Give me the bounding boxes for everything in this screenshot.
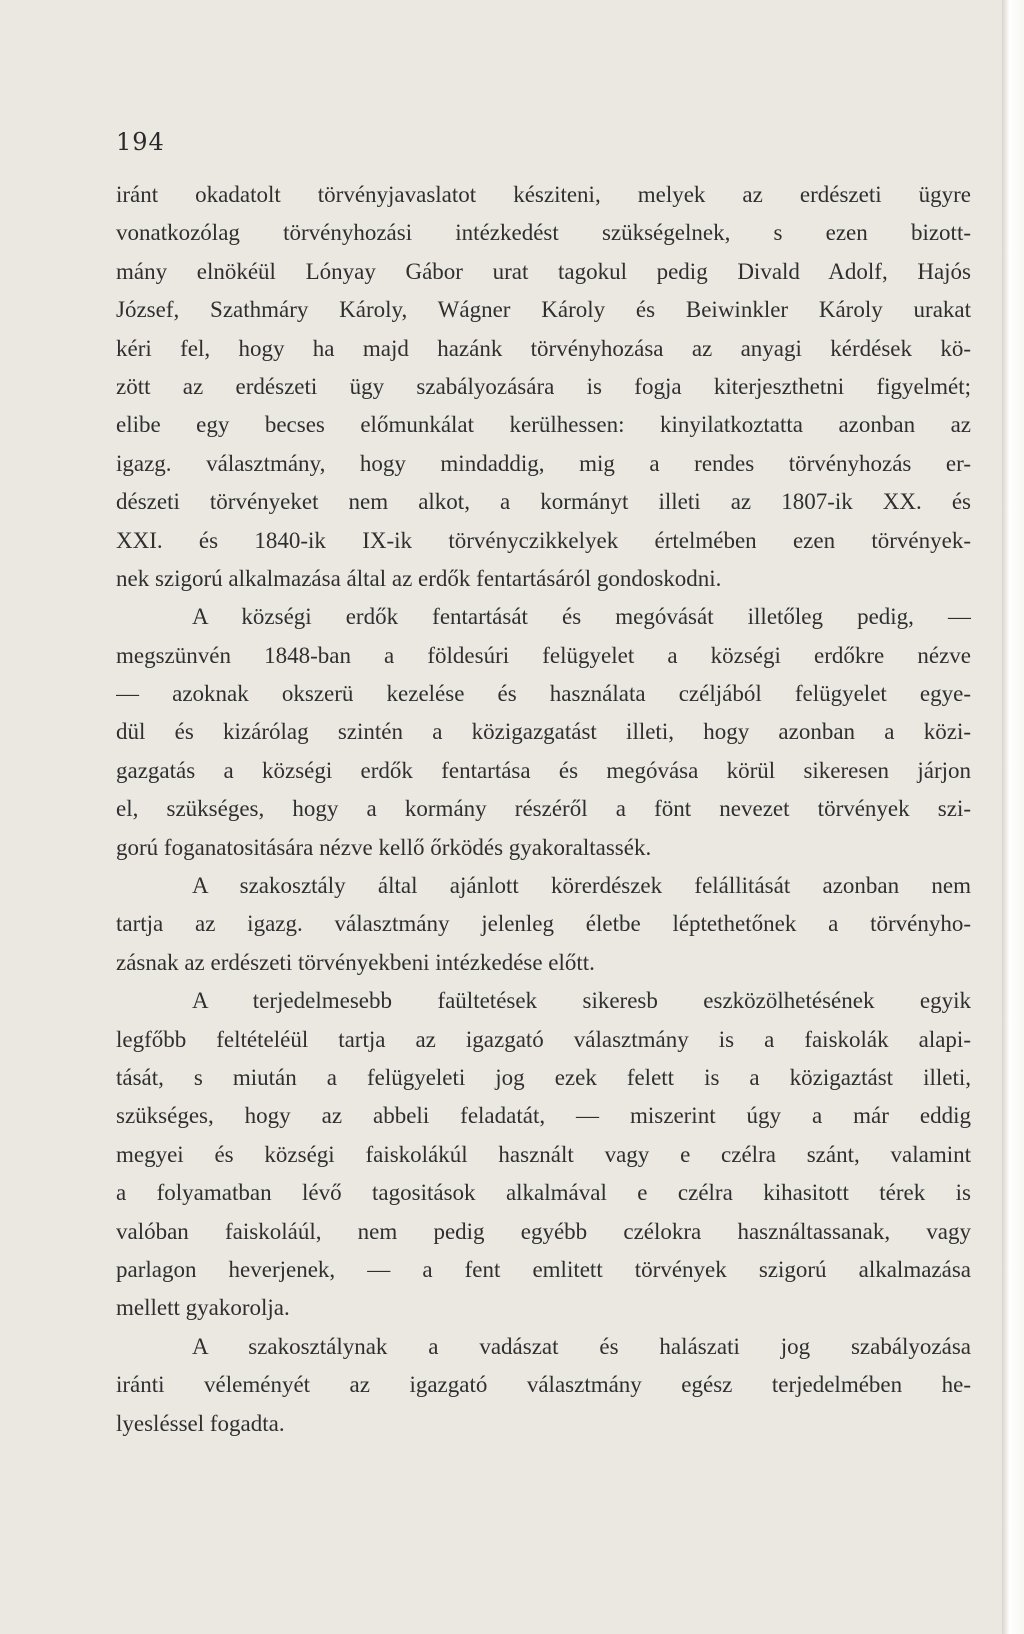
text-line: legfőbb feltételéül tartja az igazgató választmány is a faiskolák alapi- xyxy=(116,1026,971,1052)
text-line: A szakosztály által ajánlott körerdészek felállitását azonban nem xyxy=(192,873,971,899)
text-line: kéri fel, hogy ha majd hazánk törvényhozása az anyagi kérdések kö- xyxy=(116,335,971,361)
text-line: mány elnökéül Lónyay Gábor urat tagokul pedig Divald Adolf, Hajós xyxy=(116,258,971,284)
text-line: zött az erdészeti ügy szabályozására is fogja kiterjeszthetni figyelmét; xyxy=(116,373,971,399)
text-line: zásnak az erdészeti törvényekbeni intézkedése előtt. xyxy=(116,949,595,975)
text-line: A terjedelmesebb faültetések sikeresb eszközölhetésének egyik xyxy=(192,988,971,1014)
text-line: gazgatás a községi erdők fentartása és megóvása körül sikeresen járjon xyxy=(116,757,971,783)
text-line: elibe egy becses előmunkálat kerülhessen: kinyilatkoztatta azonban az xyxy=(116,412,971,438)
text-line: lyesléssel fogadta. xyxy=(116,1410,285,1436)
body-text xyxy=(116,176,971,1443)
text-line: a folyamatban lévő tagositások alkalmával e czélra kihasitott térek is xyxy=(116,1180,971,1206)
text-line: József, Szathmáry Károly, Wágner Károly és Beiwinkler Károly urakat xyxy=(116,297,971,323)
text-line: iránti véleményét az igazgató választmány egész terjedelmében he- xyxy=(116,1372,971,1398)
text-line: vonatkozólag törvényhozási intézkedést szükségelnek, s ezen bizott- xyxy=(116,220,971,246)
text-line: megyei és községi faiskolákúl használt vagy e czélra szánt, valamint xyxy=(116,1141,971,1167)
text-line: XXI. és 1840-ik IX-ik törvényczikkelyek értelmében ezen törvények- xyxy=(116,527,971,553)
text-line: A községi erdők fentartását és megóvását illetőleg pedig, — xyxy=(192,604,971,630)
text-line: gorú foganatositására nézve kellő őrködés gyakoraltassék. xyxy=(116,834,652,860)
text-line: tását, s miután a felügyeleti jog ezek felett is a közigaztást illeti, xyxy=(116,1064,971,1090)
text-line: parlagon heverjenek, — a fent emlitett törvények szigorú alkalmazása xyxy=(116,1256,971,1282)
page-edge xyxy=(1002,0,1024,1634)
text-line: A szakosztálynak a vadászat és halászati jog szabályozása xyxy=(192,1333,971,1359)
text-line: iránt okadatolt törvényjavaslatot késziteni, melyek az erdészeti ügyre xyxy=(116,182,971,207)
text-line: dül és kizárólag szintén a közigazgatást illeti, hogy azonban a közi- xyxy=(116,719,971,745)
text-line: mellett gyakorolja. xyxy=(116,1295,290,1321)
text-line: — azoknak okszerü kezelése és használata czéljából felügyelet egye- xyxy=(116,681,971,707)
page-number: 194 xyxy=(116,128,165,156)
text-line: el, szükséges, hogy a kormány részéről a fönt nevezet törvények szi- xyxy=(116,796,971,822)
text-line: nek szigorú alkalmazása által az erdők fentartásáról gondoskodni. xyxy=(116,565,722,591)
text-line: dészeti törvényeket nem alkot, a kormányt illeti az 1807-ik XX. és xyxy=(116,489,971,515)
text-line: szükséges, hogy az abbeli feladatát, — miszerint úgy a már eddig xyxy=(116,1103,971,1129)
text-line: igazg. választmány, hogy mindaddig, mig a rendes törvényhozás er- xyxy=(116,450,971,476)
text-line: megszünvén 1848-ban a földesúri felügyelet a községi erdőkre nézve xyxy=(116,642,971,668)
text-line: tartja az igazg. választmány jelenleg életbe léptethetőnek a törvényho- xyxy=(116,911,971,937)
text-line: valóban faiskoláúl, nem pedig egyébb czélokra használtassanak, vagy xyxy=(116,1218,971,1244)
